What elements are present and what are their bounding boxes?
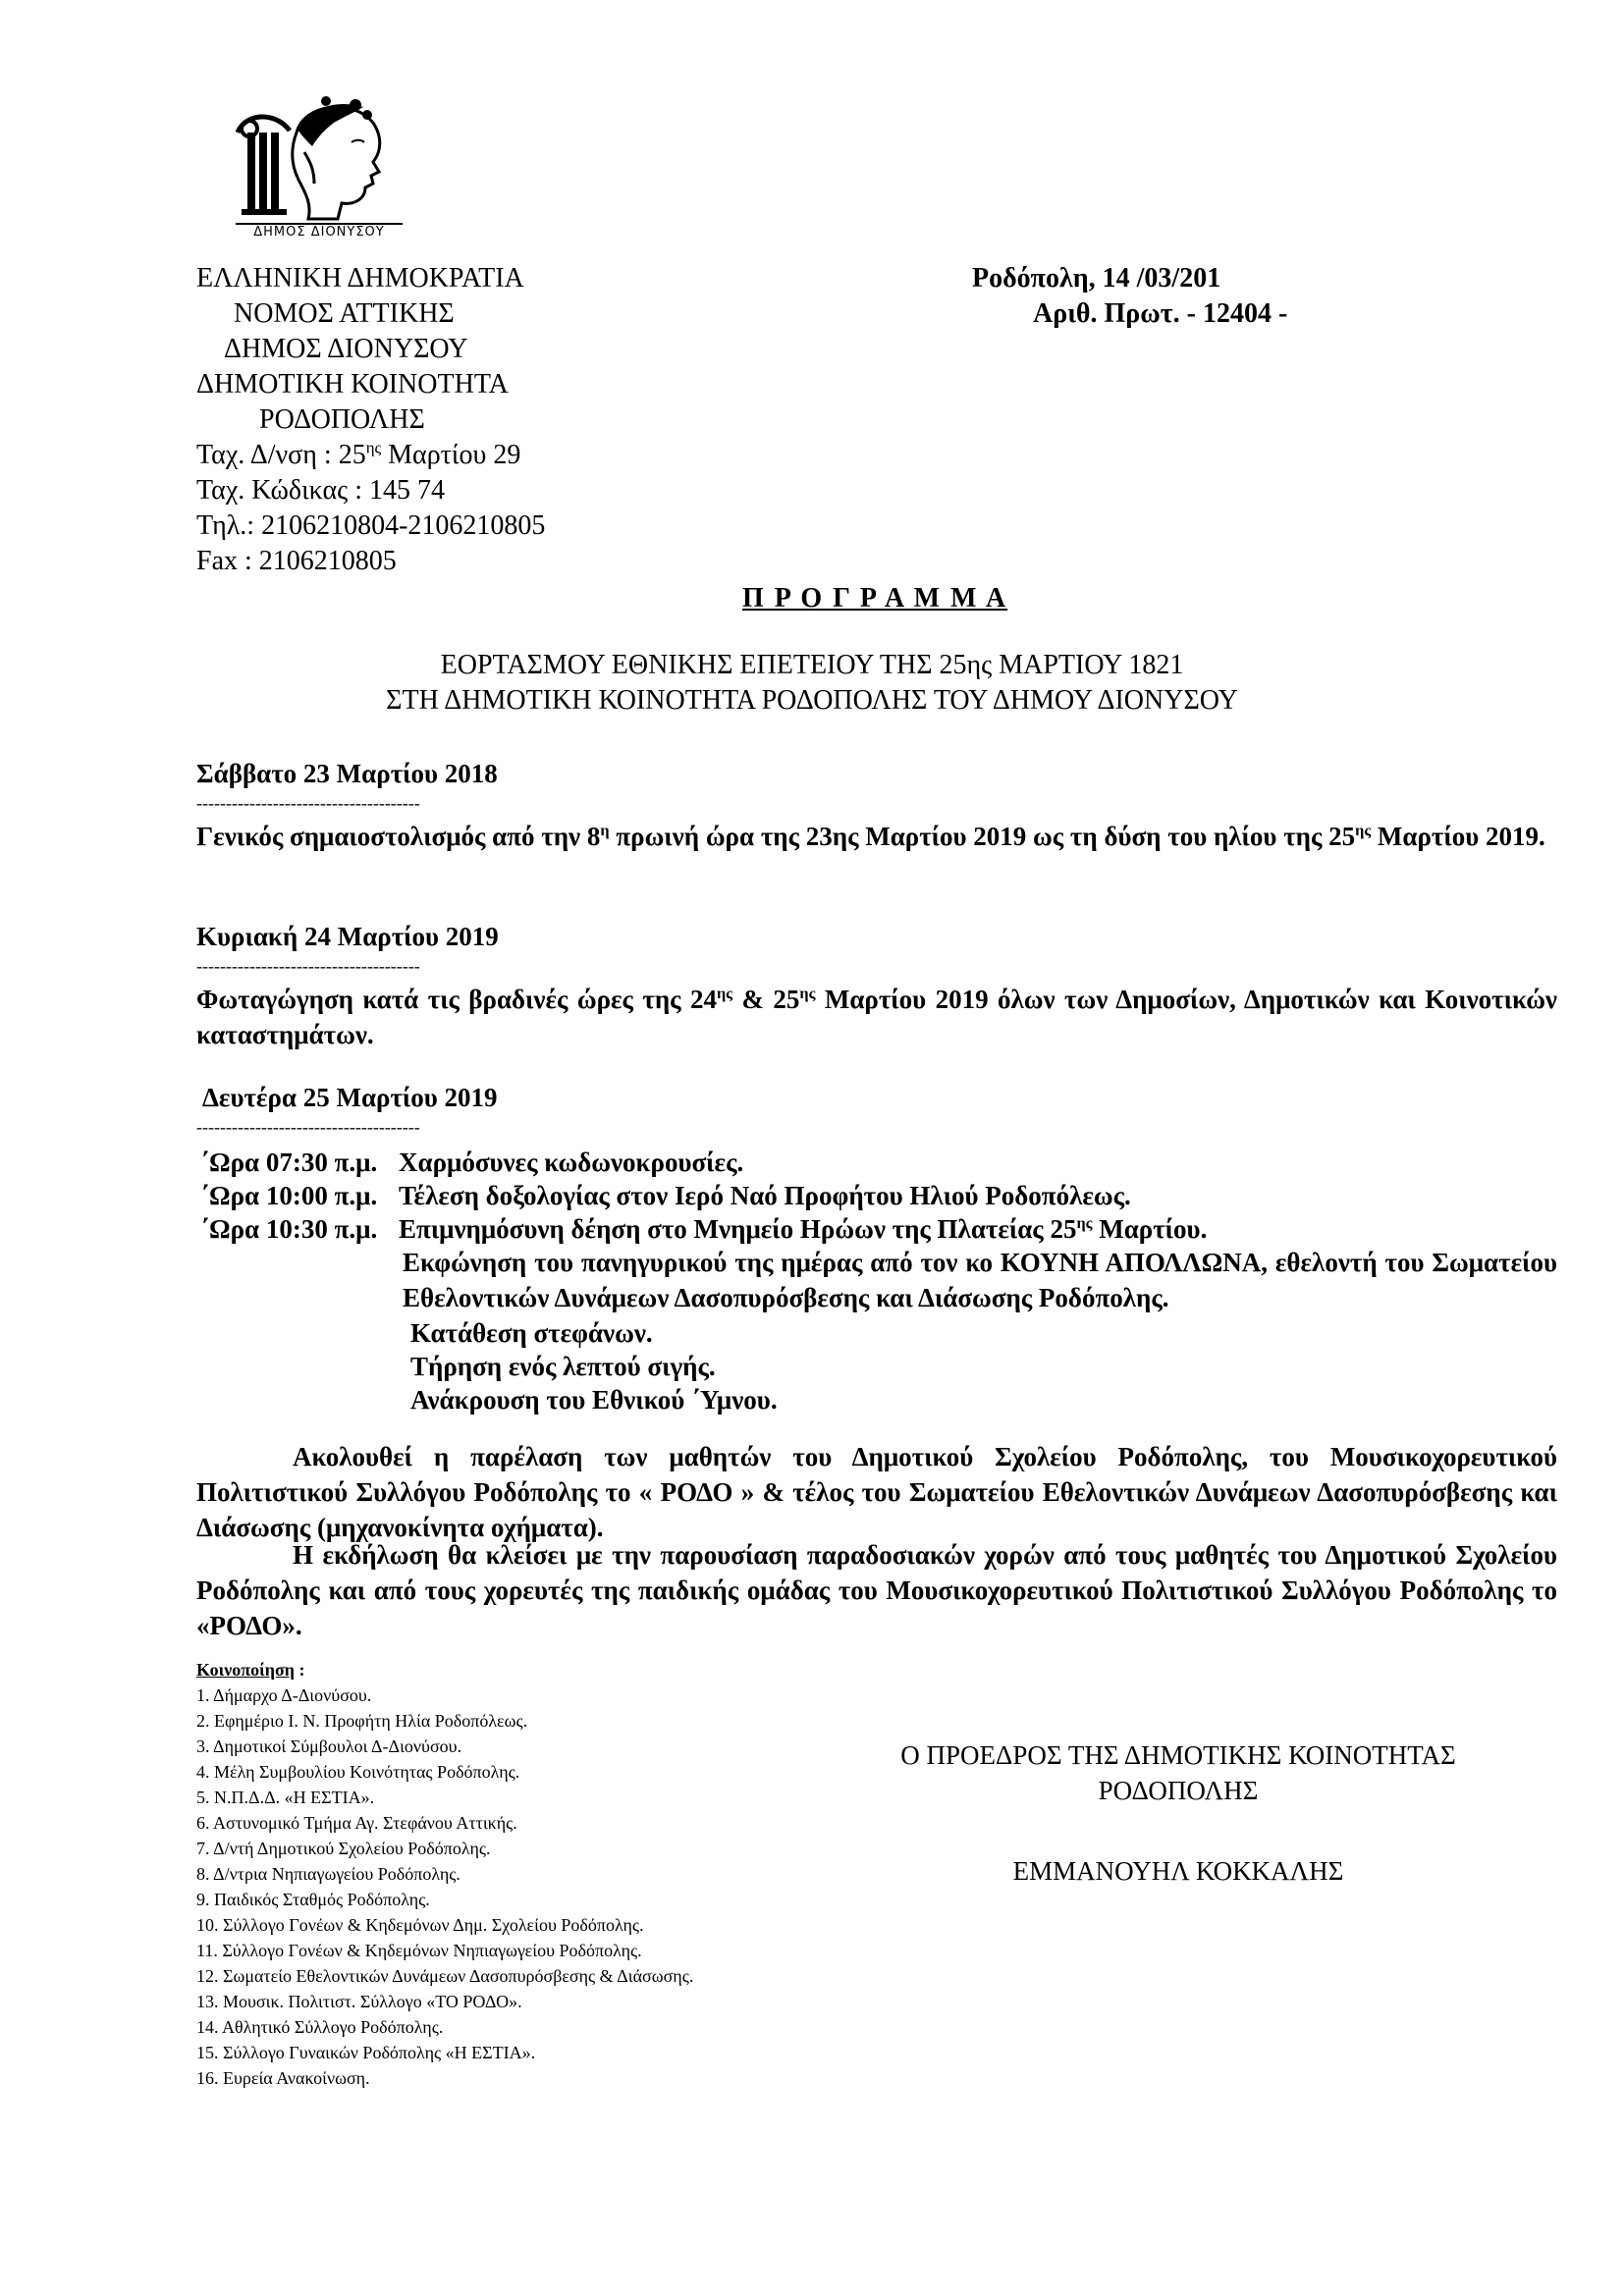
list-item: 1. Δήμαρχο Δ-Διονύσου. <box>196 1685 372 1705</box>
list-item: 5. Ν.Π.Δ.Δ. «Η ΕΣΤΙΑ». <box>196 1788 375 1807</box>
header-community: ΔΗΜΟΤΙΚΗ ΚΟΙΝΟΤΗΤΑ <box>196 369 509 400</box>
speech-text: Εκφώνηση του πανηγυρικού της ημέρας από τον κο ΚΟΥΝΗ ΑΠΟΛΛΩΝΑ, εθελοντή του Σωματείου Εθελοντικών Δυνάμεων Δασοπυρόσβεσης και Διάσωσης Ροδόπολης. <box>403 1248 1557 1312</box>
header-prefecture: ΝΟΜΟΣ ΑΤΤΙΚΗΣ <box>234 298 455 329</box>
day2-sup-a: ης <box>716 985 733 1002</box>
list-item: 15. Σύλλογο Γυναικών Ροδόπολης «Η ΕΣΤΙΑ». <box>196 2043 536 2062</box>
municipality-logo <box>236 93 403 250</box>
address-suffix: Μαρτίου 29 <box>381 440 521 470</box>
list-item: 9. Παιδικός Σταθμός Ροδόπολης. <box>196 1890 430 1909</box>
day2-text <box>196 982 1557 1052</box>
day1-text-c: Μαρτίου 2019. <box>1371 822 1545 851</box>
day2-text-c: Μαρτίου 2019 όλων των Δημοσίων, Δημοτικών και Κοινοτικών καταστημάτων. <box>196 985 1557 1049</box>
list-item: 11. Σύλλογο Γονέων & Κηδεμόνων Νηπιαγωγείου Ροδόπολης. <box>196 1941 642 1960</box>
schedule-time-3: ΄Ωρα 10:30 π.μ. <box>200 1214 378 1244</box>
day1-sup-a: η <box>600 822 610 839</box>
list-item: 14. Αθλητικό Σύλλογο Ροδόπολης. <box>196 2017 444 2037</box>
header-community-name: ΡΟΔΟΠΟΛΗΣ <box>259 404 425 435</box>
list-item: 13. Μουσικ. Πολιτιστ. Σύλλογο «ΤΟ ΡΟΔΟ». <box>196 1992 522 2011</box>
list-item: 12. Σωματείο Εθελοντικών Δυνάμεων Δασοπυρόσβεσης & Διάσωσης. <box>196 1966 694 1986</box>
distribution-heading-label: Κοινοποίηση <box>196 1660 295 1680</box>
closing-paragraph: Η εκδήλωση θα κλείσει με την παρουσίαση παραδοσιακών χορών από τους μαθητές του Δημοτικού Σχολείου Ροδόπολης και από τους χορευτές της παιδικής ομάδας του Μουσικοχορευτικού Πολιτιστικού Συλλόγου Ροδόπολης το «ΡΟΔΟ». <box>196 1540 1557 1640</box>
schedule-text-3-after: Μαρτίου. <box>1092 1214 1208 1244</box>
schedule-time-1: ΄Ωρα 07:30 π.μ. <box>200 1148 378 1177</box>
header-phone: Τηλ.: 2106210804-2106210805 <box>196 510 546 541</box>
list-item: 4. Μέλη Συμβουλίου Κοινότητας Ροδόπολης. <box>196 1762 520 1782</box>
header-municipality: ΔΗΜΟΣ ΔΙΟΝΥΣΟΥ <box>224 334 468 364</box>
subtitle-line-1: ΕΟΡΤΑΣΜΟΥ ΕΘΝΙΚΗΣ ΕΠΕΤΕΙΟΥ ΤΗΣ 25ης ΜΑΡΤΙΟΥ 1821 <box>440 650 1184 680</box>
schedule-text-3-main: Επιμνημόσυνη δέηση στο Μνημείο Ηρώων της Πλατείας 25 <box>399 1214 1077 1244</box>
schedule-time-2: ΄Ωρα 10:00 π.μ. <box>200 1181 378 1210</box>
header-fax: Fax : 2106210805 <box>196 546 397 576</box>
header-postcode: Ταχ. Κώδικας : 145 74 <box>196 475 446 506</box>
place-date: Ροδόπολη, 14 /03/201 <box>972 263 1221 294</box>
subtitle-line-2: ΣΤΗ ΔΗΜΟΤΙΚΗ ΚΟΙΝΟΤΗΤΑ ΡΟΔΟΠΟΛΗΣ ΤΟΥ ΔΗΜΟΥ ΔΙΟΝΥΣΟΥ <box>386 685 1238 716</box>
day2-heading: Κυριακή 24 Μαρτίου 2019 <box>196 922 499 951</box>
day2-text-b: & 25 <box>732 985 800 1014</box>
signature-name: ΕΜΜΑΝΟΥΗΛ ΚΟΚΚΑΛΗΣ <box>1012 1856 1344 1886</box>
parade-paragraph: Ακολουθεί η παρέλαση των μαθητών του Δημοτικού Σχολείου Ροδόπολης, του Μουσικοχορευτικού Πολιτιστικού Συλλόγου Ροδόπολης το « ΡΟΔΟ » & τέλος του Σωματείου Εθελοντικών Δυνάμεων Δασοπυρόσβεσης και Διάσωσης (μηχανοκίνητα οχήματα). <box>196 1442 1557 1542</box>
list-item: 10. Σύλλογο Γονέων & Κηδεμόνων Δημ. Σχολείου Ροδόπολης. <box>196 1915 644 1935</box>
list-item: 2. Εφημέριο Ι. Ν. Προφήτη Ηλία Ροδοπόλεως. <box>196 1711 528 1731</box>
list-item: 3. Δημοτικοί Σύμβουλοι Δ-Διονύσου. <box>196 1736 462 1756</box>
day1-text <box>196 819 1557 854</box>
schedule-text-1: Χαρμόσυνες κωδωνοκρουσίες. <box>399 1148 744 1177</box>
list-item: 7. Δ/ντή Δημοτικού Σχολείου Ροδόπολης. <box>196 1839 491 1858</box>
day2-sup-b: ης <box>799 985 816 1002</box>
day1-text-b: πρωινή ώρα της 23ης Μαρτίου 2019 ως τη δύση του ηλίου της 25 <box>609 822 1356 851</box>
header-address <box>196 438 520 473</box>
day2-dash-rule: -------------------------------------- <box>196 956 420 976</box>
page-title: Π Ρ Ο Γ Ρ Α Μ Μ Α <box>742 583 1008 614</box>
anthem-text: Ανάκρουση του Εθνικού ΄Υμνου. <box>410 1385 778 1415</box>
day1-sup-b: ης <box>1355 822 1372 839</box>
distribution-list <box>196 1682 693 2091</box>
address-sup: ης <box>365 438 382 457</box>
day1-dash-rule: -------------------------------------- <box>196 793 420 813</box>
day1-text-a: Γενικός σημαιοστολισμός από την 8 <box>196 822 601 851</box>
header-country: ΕΛΛΗΝΙΚΗ ΔΗΜΟΚΡΑΤΙΑ <box>196 263 524 294</box>
list-item: 8. Δ/ντρια Νηπιαγωγείου Ροδόπολης. <box>196 1864 460 1884</box>
signature-role-line-1: Ο ΠΡΟΕΔΡΟΣ ΤΗΣ ΔΗΜΟΤΙΚΗΣ ΚΟΙΝΟΤΗΤΑΣ <box>900 1740 1456 1770</box>
schedule-text-2: Τέλεση δοξολογίας στον Ιερό Ναό Προφήτου Ηλιού Ροδοπόλεως. <box>399 1181 1131 1210</box>
protocol-number: Αριθ. Πρωτ. - 12404 - <box>1033 298 1288 329</box>
wreath-text: Κατάθεση στεφάνων. <box>410 1318 653 1348</box>
distribution-heading-colon: : <box>294 1660 305 1680</box>
address-prefix: Ταχ. Δ/νση : 25 <box>196 440 366 470</box>
list-item: 6. Αστυνομικό Τμήμα Αγ. Στεφάνου Αττικής. <box>196 1813 517 1833</box>
day1-heading: Σάββατο 23 Μαρτίου 2018 <box>196 759 498 788</box>
schedule-text-3 <box>399 1211 1207 1247</box>
day3-dash-rule: -------------------------------------- <box>196 1117 420 1137</box>
list-item: 16. Ευρεία Ανακοίνωση. <box>196 2068 370 2088</box>
logo-caption: ΔΗΜΟΣ ΔΙΟΝΥΣΟΥ <box>236 223 403 240</box>
dionysus-head-icon <box>236 93 403 226</box>
schedule-text-3-sup: ης <box>1076 1214 1093 1232</box>
signature-role-line-2: ΡΟΔΟΠΟΛΗΣ <box>1098 1776 1259 1805</box>
day3-heading: Δευτέρα 25 Μαρτίου 2019 <box>202 1083 498 1112</box>
silence-text: Τήρηση ενός λεπτού σιγής. <box>410 1352 716 1381</box>
distribution-heading <box>196 1657 304 1682</box>
day2-text-a: Φωταγώγηση κατά τις βραδινές ώρες της 24 <box>196 985 717 1014</box>
